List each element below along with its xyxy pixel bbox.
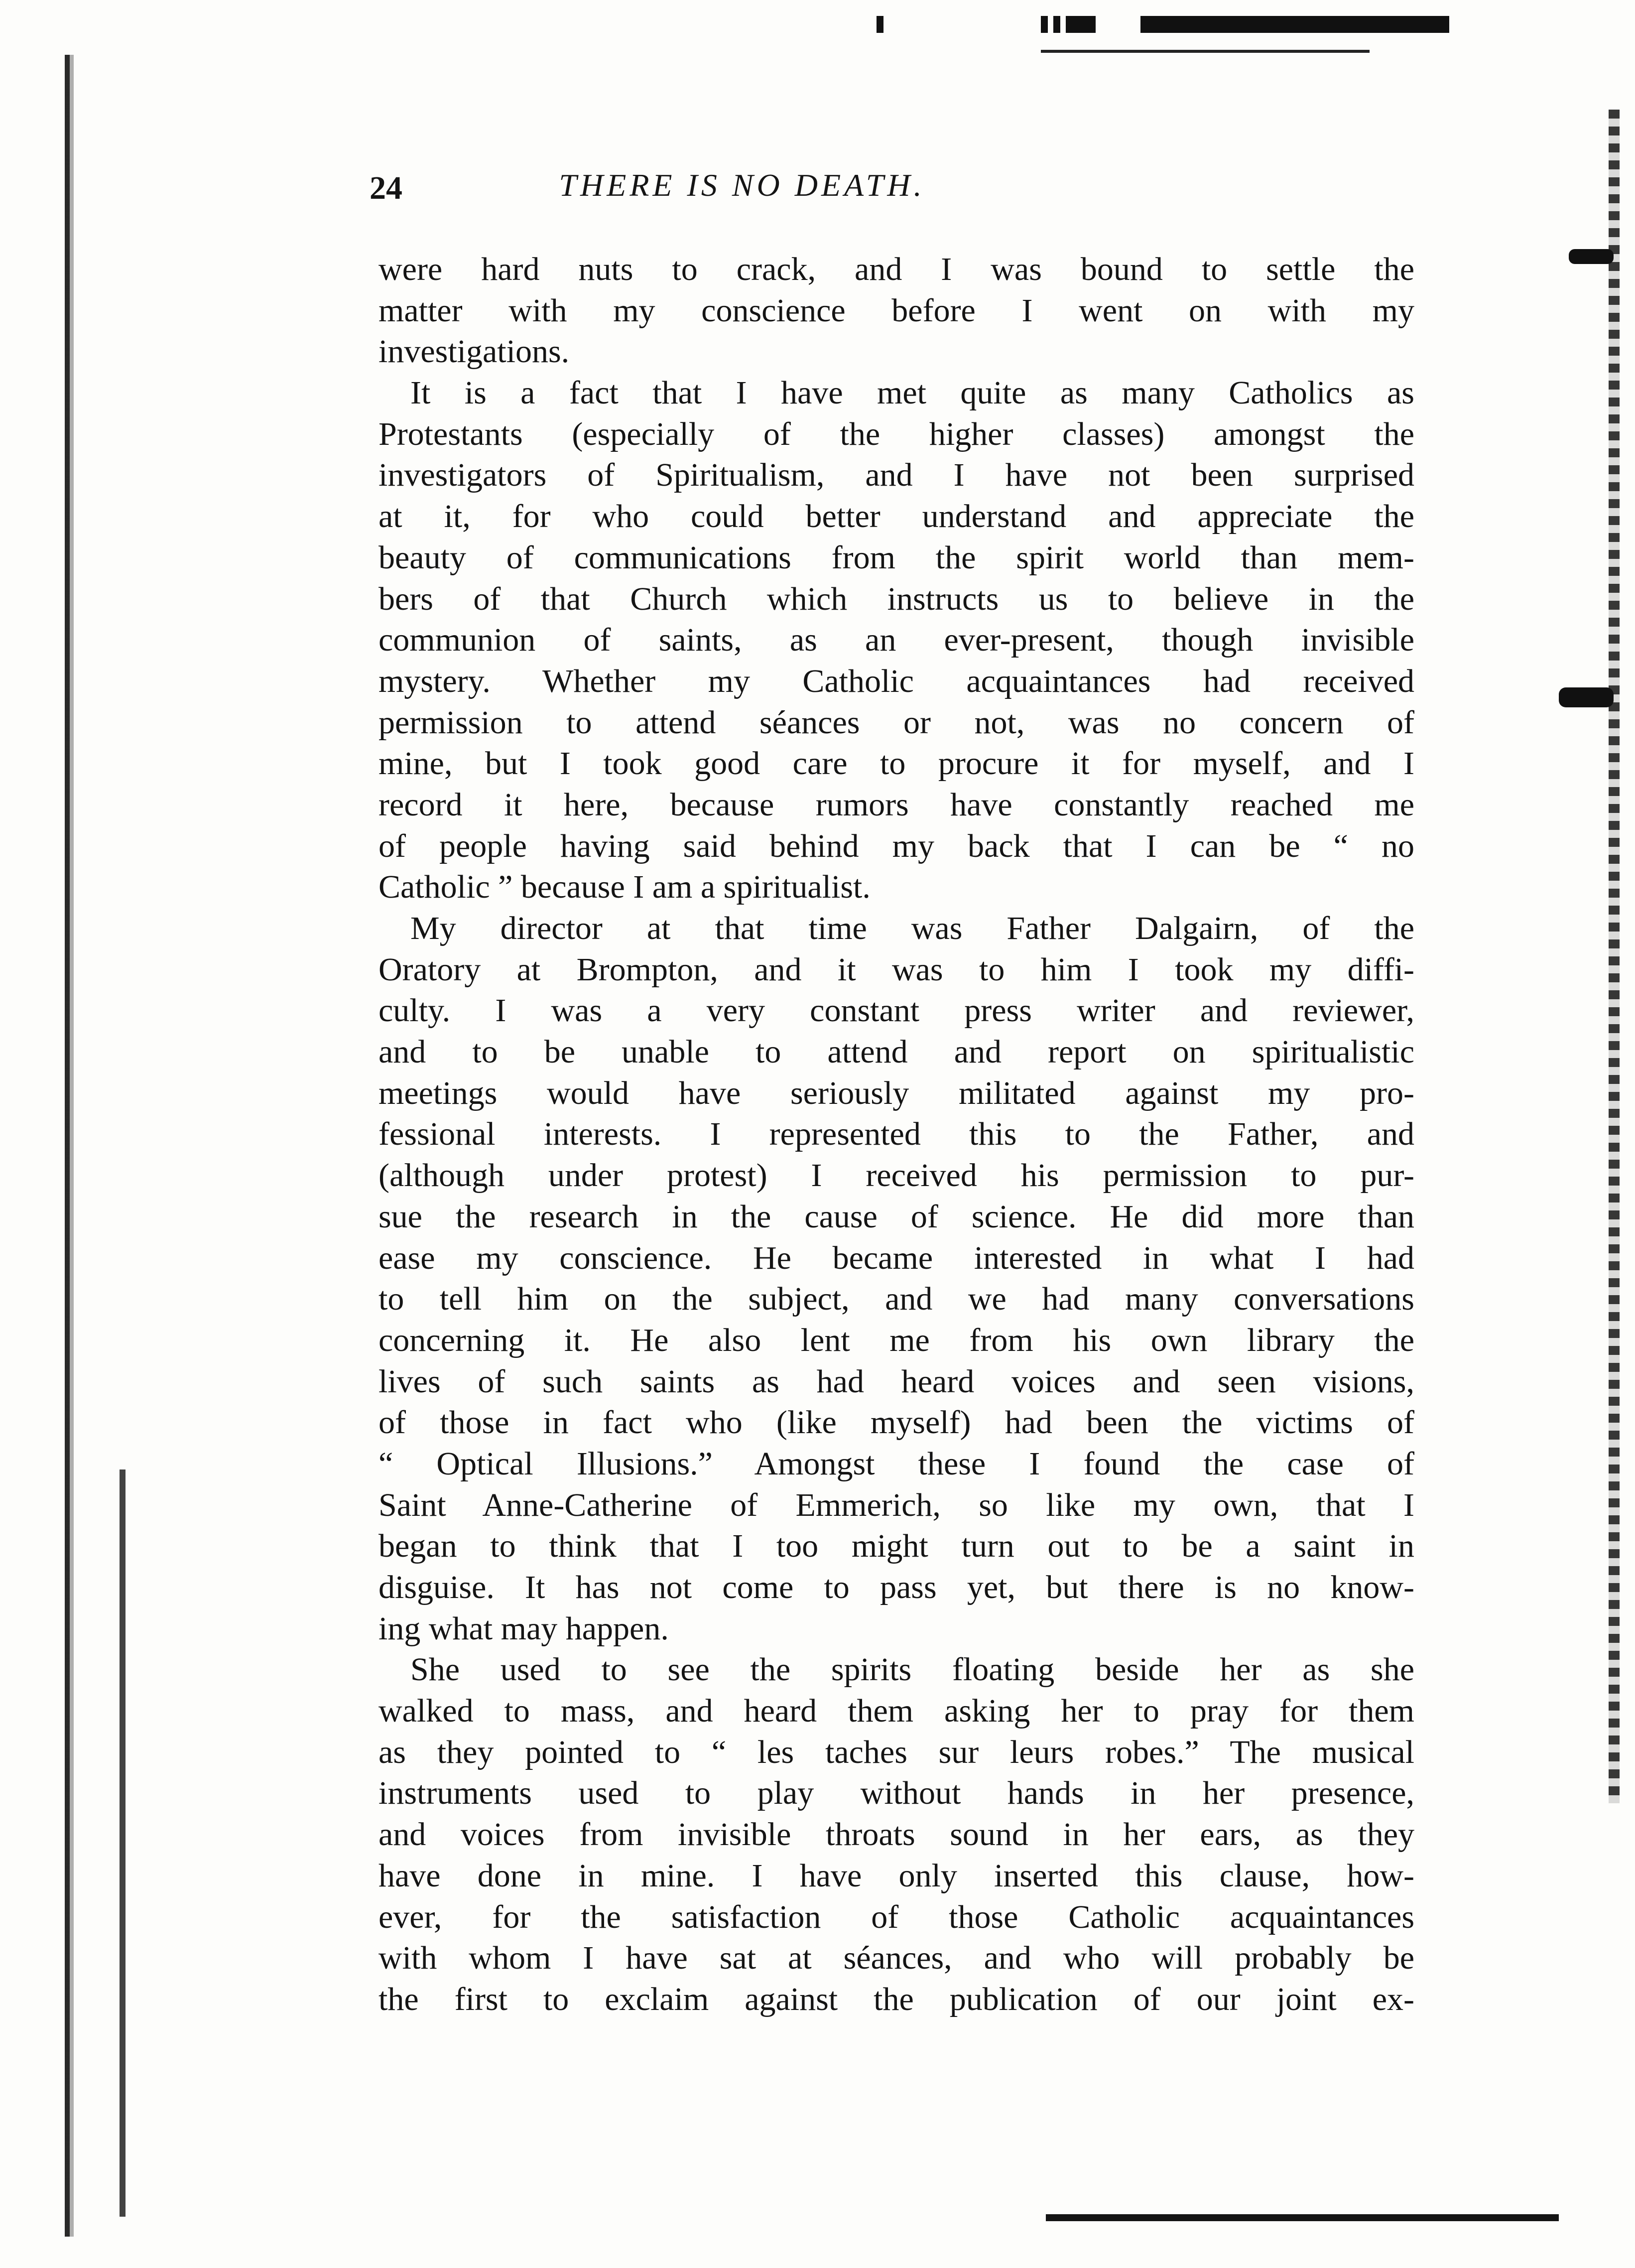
- paragraph: [378, 373, 1414, 908]
- scan-smudge: [1559, 687, 1614, 707]
- text-line: the first to exclaim against the publication of our joint ex-: [378, 1981, 1414, 2017]
- text-line: beauty of communications from the spirit world than mem-: [378, 539, 1414, 576]
- text-line: disguise. It has not come to pass yet, but there is no know-: [378, 1569, 1414, 1605]
- scan-rule-bottom: [1046, 2214, 1559, 2221]
- text-line: and to be unable to attend and report on spiritualistic: [378, 1034, 1414, 1070]
- scan-mark-top: [1140, 16, 1449, 33]
- paragraph: [378, 908, 1414, 1649]
- text-line: sue the research in the cause of science. He did more than: [378, 1198, 1414, 1235]
- text-line: to tell him on the subject, and we had many conversations: [378, 1281, 1414, 1318]
- text-line: meetings would have seriously militated against my pro-: [378, 1074, 1414, 1111]
- text-line: fessional interests. I represented this to the Father, and: [378, 1116, 1414, 1153]
- text-line: walked to mass, and heard them asking her to pray for them: [378, 1693, 1414, 1730]
- page-number: 24: [370, 170, 402, 206]
- text-line: bers of that Church which instructs us to believe in the: [378, 580, 1414, 617]
- text-line: and voices from invisible throats sound in her ears, as they: [378, 1816, 1414, 1853]
- text-line: She used to see the spirits floating beside her as she: [410, 1651, 1414, 1688]
- text-line: of people having said behind my back that I can be “ no: [378, 827, 1414, 864]
- body-text: [378, 249, 1414, 2020]
- scan-smudge: [1569, 249, 1614, 264]
- text-line: permission to attend séances or not, was no concern of: [378, 704, 1414, 741]
- text-line: “ Optical Illusions.” Amongst these I found the case of: [378, 1445, 1414, 1482]
- scan-edge-left: [65, 55, 85, 2237]
- text-line: My director at that time was Father Dalgairn, of the: [410, 910, 1414, 946]
- text-line: record it here, because rumors have constantly reached me: [378, 786, 1414, 823]
- text-line: ever, for the satisfaction of those Catholic acquaintances: [378, 1898, 1414, 1935]
- scan-edge-right: [1609, 110, 1620, 1803]
- text-line: Catholic ” because I am a spiritualist.: [378, 869, 871, 906]
- text-line: Protestants (especially of the higher classes) amongst the: [378, 415, 1414, 452]
- text-line: as they pointed to “ les taches sur leurs robes.” The musical: [378, 1734, 1414, 1770]
- text-line: concerning it. He also lent me from his own library the: [378, 1322, 1414, 1358]
- text-line: matter with my conscience before I went on with my: [378, 292, 1414, 329]
- text-line: were hard nuts to crack, and I was bound to settle the: [378, 251, 1414, 287]
- text-line: mine, but I took good care to procure it for myself, and I: [378, 745, 1414, 782]
- scan-mark-top: [877, 16, 883, 33]
- scan-mark-top: [1053, 16, 1060, 33]
- text-line: with whom I have sat at séances, and who will probably be: [378, 1940, 1414, 1977]
- text-line: investigators of Spiritualism, and I have not been surprised: [378, 457, 1414, 494]
- text-line: It is a fact that I have met quite as many Catholics as: [410, 375, 1414, 411]
- text-line: Saint Anne-Catherine of Emmerich, so like my own, that I: [378, 1486, 1414, 1523]
- text-line: culty. I was a very constant press writer and reviewer,: [378, 992, 1414, 1029]
- text-line: of those in fact who (like myself) had been the victims of: [378, 1404, 1414, 1441]
- text-line: lives of such saints as had heard voices and seen visions,: [378, 1363, 1414, 1400]
- paragraph: [378, 1649, 1414, 2020]
- text-line: ing what may happen.: [378, 1610, 669, 1647]
- text-line: instruments used to play without hands in her presence,: [378, 1775, 1414, 1812]
- text-line: began to think that I too might turn out to be a saint in: [378, 1528, 1414, 1565]
- running-head-title: THERE IS NO DEATH.: [559, 167, 925, 203]
- scan-mark-top: [1041, 16, 1048, 33]
- paragraph: [378, 249, 1414, 373]
- text-line: mystery. Whether my Catholic acquaintances had received: [378, 663, 1414, 699]
- scan-edge-left-inner: [120, 1469, 126, 2217]
- text-line: ease my conscience. He became interested in what I had: [378, 1239, 1414, 1276]
- scan-mark-top: [1066, 16, 1096, 33]
- text-line: at it, for who could better understand and appreciate the: [378, 498, 1414, 535]
- text-line: investigations.: [378, 333, 570, 370]
- text-line: (although under protest) I received his permission to pur-: [378, 1157, 1414, 1194]
- scan-rule-top: [1041, 50, 1370, 53]
- text-line: have done in mine. I have only inserted this clause, how-: [378, 1857, 1414, 1894]
- text-line: communion of saints, as an ever-present, though invisible: [378, 622, 1414, 659]
- text-line: Oratory at Brompton, and it was to him I took my diffi-: [378, 951, 1414, 988]
